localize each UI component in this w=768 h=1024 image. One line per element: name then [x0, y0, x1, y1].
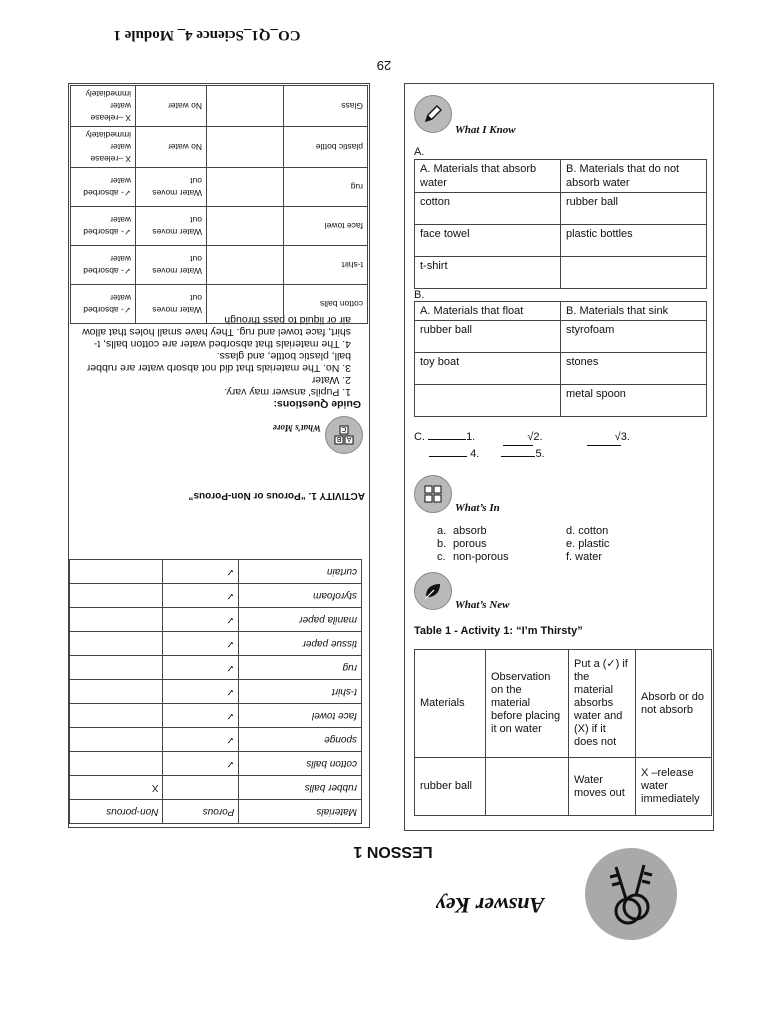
- svg-text:A: A: [346, 435, 352, 443]
- table-cell: Water moves out: [136, 246, 207, 285]
- list-item: [437, 538, 543, 551]
- table-cell: [70, 584, 163, 608]
- table-cell: Porous: [163, 800, 239, 824]
- activity-1-title: ACTIVITY 1. “Porous or Non-Porous”: [188, 490, 365, 501]
- table-cell: [207, 285, 284, 324]
- table-cell: ✓: [163, 608, 239, 632]
- svg-text:C: C: [341, 425, 347, 433]
- item-number: 1.: [466, 431, 476, 443]
- table-cell: rug: [239, 656, 362, 680]
- what-i-know-title: What I Know: [455, 124, 516, 136]
- observation-header: Observation on the material before placing it on water: [486, 650, 569, 758]
- table-cell: ✓: [163, 728, 239, 752]
- list-item: e. plastic: [566, 538, 610, 550]
- guide-questions: [73, 314, 361, 410]
- part-b-label: B.: [414, 289, 425, 301]
- table-cell: [207, 246, 284, 285]
- table-cell: t-shirt: [415, 257, 561, 289]
- table-cell: ✓: [163, 632, 239, 656]
- guide-answer: 1. Pupils’ answer may vary.: [224, 386, 351, 398]
- table-cell: face towel: [239, 704, 362, 728]
- table-cell: styrofoam: [561, 321, 707, 353]
- table-cell: Water moves out: [136, 285, 207, 324]
- not-absorb-header: B. Materials that do not absorb water: [561, 160, 707, 193]
- porous-table: [69, 559, 362, 824]
- answer-blank: [428, 439, 466, 440]
- table-cell: No water: [136, 86, 207, 127]
- table-cell: [70, 632, 163, 656]
- table-cell: [207, 127, 284, 168]
- item-letter: b.: [437, 538, 447, 550]
- table-cell: Water moves out: [569, 758, 636, 816]
- answer-blank: √: [587, 429, 621, 446]
- table-cell: [561, 257, 707, 289]
- table-cell: ✓: [163, 656, 239, 680]
- answer-blank: √: [503, 429, 533, 446]
- table-cell: [207, 207, 284, 246]
- table-cell: X –release water immediately: [71, 86, 136, 127]
- table-cell: [70, 752, 163, 776]
- table-cell: [486, 758, 569, 816]
- table-cell: styrofoam: [239, 584, 362, 608]
- table-cell: X –release water immediately: [636, 758, 712, 816]
- item-number: 2.: [533, 431, 543, 443]
- item-letter: a.: [437, 525, 447, 537]
- table-cell: rubber ball: [415, 321, 561, 353]
- table-cell: manila paper: [239, 608, 362, 632]
- answer-key-title: Answer Key: [435, 893, 545, 918]
- list-item: f. water: [566, 551, 603, 563]
- table-cell: t-shirt: [284, 246, 368, 285]
- table-cell: ✓: [163, 704, 239, 728]
- table-cell: ✓: [163, 752, 239, 776]
- activity-caption: Table 1 - Activity 1: “I’m Thirsty”: [414, 625, 583, 637]
- table-cell: cotton: [415, 193, 561, 225]
- materials-header: Materials: [415, 650, 486, 758]
- table-cell: ✓- absorbed water: [71, 207, 136, 246]
- absorb-header: A. Materials that absorb water: [415, 160, 561, 193]
- answer-blank: [429, 456, 467, 457]
- table-cell: [70, 704, 163, 728]
- table-cell: [70, 728, 163, 752]
- table-cell: Water moves out: [136, 207, 207, 246]
- table-cell: [70, 560, 163, 584]
- float-sink-table: [414, 301, 707, 417]
- table-cell: X –release water immediately: [71, 127, 136, 168]
- table-cell: face towel: [284, 207, 368, 246]
- float-header: A. Materials that float: [415, 302, 561, 321]
- table-cell: ✓: [163, 680, 239, 704]
- item-word: non-porous: [453, 551, 509, 563]
- leaf-icon: [414, 572, 452, 610]
- guide-answer: 4. The materials that absorbed water are cotton balls, t-shirt, face towel and rug. They have small holes that allow air or liquid to pass through: [82, 314, 351, 350]
- item-letter: c.: [437, 551, 446, 563]
- pencil-icon: [414, 95, 452, 133]
- item-word: porous: [453, 538, 487, 550]
- table-cell: cotton balls: [239, 752, 362, 776]
- whats-more-title: What’s More: [272, 423, 321, 433]
- guide-answer: 2. Water: [311, 374, 351, 386]
- table-cell: ✓- absorbed water: [71, 246, 136, 285]
- table-cell: Glass: [284, 86, 368, 127]
- table-cell: plastic bottles: [561, 225, 707, 257]
- item-number: 5.: [535, 448, 545, 460]
- keys-icon: [585, 848, 677, 940]
- part-a-label: A.: [414, 146, 425, 158]
- table-cell: [207, 168, 284, 207]
- table-cell: sponge: [239, 728, 362, 752]
- list-item: [437, 525, 543, 538]
- sink-header: B. Materials that sink: [561, 302, 707, 321]
- part-c-answers: [414, 429, 704, 462]
- absorb-table: [414, 159, 707, 289]
- whats-in-list-right: [566, 525, 609, 564]
- guide-answer: 3. No. The materials that did not absorb water are rubber ball, plastic bottle, and glass.: [86, 350, 351, 374]
- item-number: 3.: [620, 431, 630, 443]
- table-cell: face towel: [415, 225, 561, 257]
- list-item: d. cotton: [566, 525, 609, 537]
- svg-text:B: B: [336, 435, 342, 443]
- table-cell: [415, 385, 561, 417]
- table-cell: metal spoon: [561, 385, 707, 417]
- table-cell: rubber ball: [561, 193, 707, 225]
- table-cell: [163, 776, 239, 800]
- module-title: CO_Q1_Science 4_ Module 1: [113, 27, 301, 43]
- table-cell: stones: [561, 353, 707, 385]
- table-cell: curtain: [239, 560, 362, 584]
- table-cell: toy boat: [415, 353, 561, 385]
- table-cell: rubber balls: [239, 776, 362, 800]
- table-cell: X: [70, 776, 163, 800]
- table-cell: Water moves out: [136, 168, 207, 207]
- table-cell: [70, 680, 163, 704]
- observation-table: [70, 85, 368, 324]
- table-cell: [70, 608, 163, 632]
- puzzle-icon: [414, 475, 452, 513]
- answer-blank: [501, 456, 535, 457]
- table-cell: ✓: [163, 560, 239, 584]
- part-c-label: C.: [414, 431, 425, 443]
- table-cell: ✓: [163, 584, 239, 608]
- list-item: [437, 551, 543, 564]
- item-number: 4.: [470, 448, 480, 460]
- table-cell: plastic bottle: [284, 127, 368, 168]
- page-number: 29: [376, 58, 392, 73]
- whats-new-title: What’s New: [455, 599, 510, 611]
- absorb-result-header: Absorb or do not absorb: [636, 650, 712, 758]
- left-answer-panel: [68, 83, 370, 828]
- abc-blocks-icon: [325, 416, 363, 454]
- table-cell: rug: [284, 168, 368, 207]
- right-answer-panel: [404, 83, 714, 831]
- table-cell: cotton balls: [284, 285, 368, 324]
- lesson-title: LESSON 1: [353, 843, 433, 860]
- whats-in-list-left: [437, 525, 543, 564]
- table-cell: tissue paper: [239, 632, 362, 656]
- table-cell: [70, 656, 163, 680]
- table-cell: Non-porous: [70, 800, 163, 824]
- table-cell: [207, 86, 284, 127]
- table-cell: ✓- absorbed water: [71, 168, 136, 207]
- table-cell: t-shirt: [239, 680, 362, 704]
- whats-in-title: What’s In: [455, 502, 500, 514]
- table-cell: ✓- absorbed water: [71, 285, 136, 324]
- table-cell: rubber ball: [415, 758, 486, 816]
- table-cell: Materials: [239, 800, 362, 824]
- check-header: Put a (✓) if the material absorbs water and (X) if it does not: [569, 650, 636, 758]
- item-word: absorb: [453, 525, 487, 537]
- guide-questions-title: Guide Questions:: [273, 398, 361, 410]
- table-cell: No water: [136, 127, 207, 168]
- im-thirsty-table: [414, 649, 712, 816]
